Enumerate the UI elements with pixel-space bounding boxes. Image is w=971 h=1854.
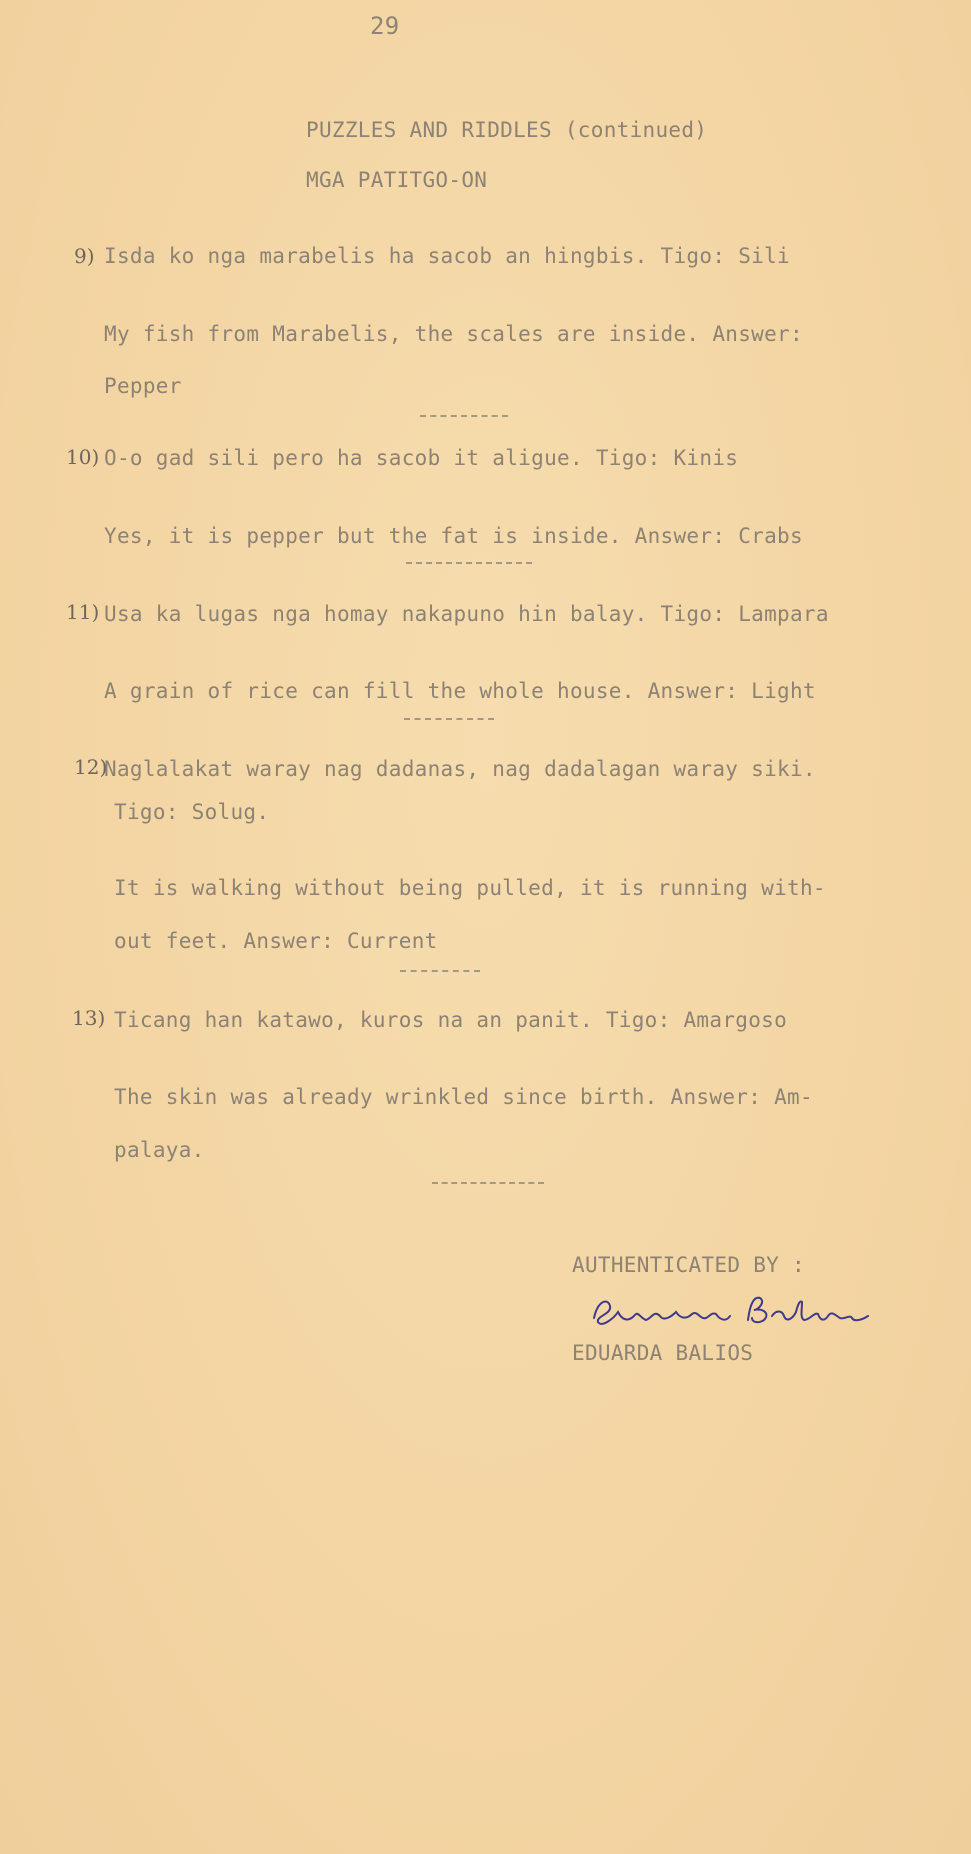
riddle-13-english-line1: The skin was already wrinkled since birth. Answer: Am- xyxy=(114,1085,813,1109)
riddle-10-number: 10) xyxy=(66,445,100,469)
riddle-9-number: 9) xyxy=(74,244,95,268)
divider xyxy=(420,415,508,417)
authenticated-by-label: AUTHENTICATED BY : xyxy=(572,1253,805,1277)
divider xyxy=(432,1182,544,1184)
riddle-10-english-line1: Yes, it is pepper but the fat is inside. Answer: Crabs xyxy=(104,524,803,548)
page-subtitle: MGA PATITGO-ON xyxy=(306,168,488,192)
riddle-12-native-line2: Tigo: Solug. xyxy=(114,800,270,824)
riddle-9-english-line1: My fish from Marabelis, the scales are inside. Answer: xyxy=(104,322,803,346)
riddle-11-number: 11) xyxy=(66,600,100,624)
riddle-13-english-line2: palaya. xyxy=(114,1138,205,1162)
riddle-9-native: Isda ko nga marabelis ha sacob an hingbis. Tigo: Sili xyxy=(104,244,790,268)
authenticator-name: EDUARDA BALIOS xyxy=(572,1341,754,1365)
riddle-12-number: 12) xyxy=(74,755,108,779)
riddle-9-english-line2: Pepper xyxy=(104,374,182,398)
page-title: PUZZLES AND RIDDLES (continued) xyxy=(306,118,708,142)
divider xyxy=(404,718,494,720)
riddle-12-english-line1: It is walking without being pulled, it is running with- xyxy=(114,876,826,900)
riddle-12-english-line2: out feet. Answer: Current xyxy=(114,929,438,953)
divider xyxy=(400,970,480,972)
divider xyxy=(406,562,532,564)
riddle-13-native: Ticang han katawo, kuros na an panit. Tigo: Amargoso xyxy=(114,1008,788,1032)
riddle-11-english-line1: A grain of rice can fill the whole house. Answer: Light xyxy=(104,679,816,703)
page-number: 29 xyxy=(370,12,400,40)
riddle-12-native-line1: Naglalakat waray nag dadanas, nag dadalagan waray siki. xyxy=(104,757,816,781)
riddle-13-number: 13) xyxy=(72,1006,106,1030)
riddle-10-native: O-o gad sili pero ha sacob it aligue. Tigo: Kinis xyxy=(104,446,739,470)
signature xyxy=(588,1286,908,1336)
riddle-11-native: Usa ka lugas nga homay nakapuno hin balay. Tigo: Lampara xyxy=(104,602,829,626)
